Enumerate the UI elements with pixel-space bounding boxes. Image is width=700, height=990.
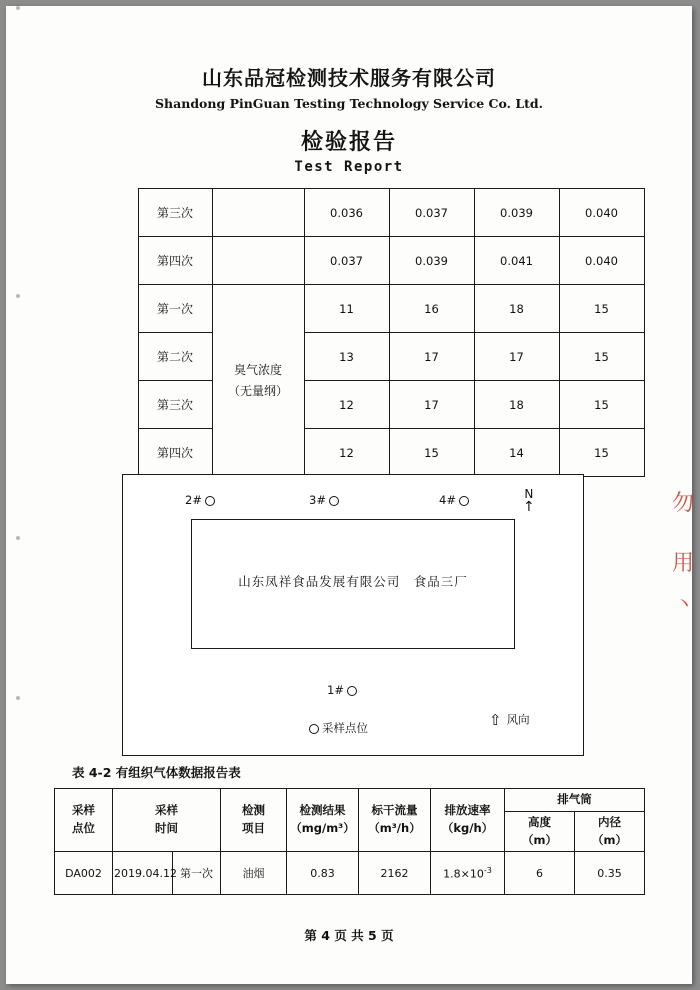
north-label: N <box>524 487 534 501</box>
value-cell: 0.040 <box>559 189 644 237</box>
row-label: 第三次 <box>138 189 212 237</box>
value-cell: 13 <box>304 333 389 381</box>
row-label: 第四次 <box>138 429 212 477</box>
header-sample-time: 采样 时间 <box>113 789 221 852</box>
legend-label: 采样点位 <box>322 721 368 735</box>
sampling-point-1 <box>327 683 357 697</box>
value-cell: 11 <box>304 285 389 333</box>
header-flow: 标干流量 （m³/h） <box>359 789 431 852</box>
value-cell: 0.036 <box>304 189 389 237</box>
header-sample-point: 采样 点位 <box>55 789 113 852</box>
value-cell: 12 <box>304 429 389 477</box>
stamp-mark-icon: 丶 <box>674 592 694 616</box>
rate-exponent: -3 <box>483 866 492 876</box>
value-cell: 0.037 <box>304 237 389 285</box>
value-cell: 15 <box>559 429 644 477</box>
table-row <box>54 285 644 333</box>
margin-dot <box>16 294 20 298</box>
company-name-en: Shandong PinGuan Testing Technology Service Co. Ltd. <box>155 96 543 111</box>
sampling-point-3-label: 3# <box>309 493 326 507</box>
cell-sample-point: DA002 <box>55 852 113 895</box>
margin-dot <box>16 696 20 700</box>
table-row <box>54 429 644 477</box>
value-cell: 15 <box>559 285 644 333</box>
header-stack-height: 高度 （m） <box>505 811 575 852</box>
page-footer: 第 4 页 共 5 页 <box>304 928 394 943</box>
cell-result: 0.83 <box>287 852 359 895</box>
table-caption: 表 4-2 有组织气体数据报告表 <box>72 765 241 780</box>
wind-label: 风向 <box>506 712 530 727</box>
table-row <box>55 852 645 895</box>
company-name-cn: 山东品冠检测技术服务有限公司 <box>202 66 496 90</box>
sampling-site-diagram <box>122 474 584 756</box>
sampling-point-icon <box>205 496 215 506</box>
document-page <box>6 6 692 984</box>
group-label-cell <box>212 285 304 477</box>
value-cell: 12 <box>304 381 389 429</box>
table-row <box>54 333 644 381</box>
north-indicator <box>523 487 535 515</box>
sampling-point-icon <box>309 724 319 734</box>
spacer-cell <box>54 189 138 237</box>
value-cell: 0.039 <box>474 189 559 237</box>
sampling-point-2-label: 2# <box>185 493 202 507</box>
stamp-mark-icon: 勿 <box>671 491 694 516</box>
margin-dot <box>16 536 20 540</box>
cell-stack-height: 6 <box>505 852 575 895</box>
value-cell: 0.039 <box>389 237 474 285</box>
stamp-mark-icon: 用 <box>671 551 694 576</box>
group-cell <box>212 237 304 285</box>
spacer-cell <box>54 333 138 381</box>
sampling-point-icon <box>329 496 339 506</box>
report-title-en: Test Report <box>294 159 404 175</box>
group-label-line1: 臭气浓度 <box>233 363 282 378</box>
row-label: 第四次 <box>138 237 212 285</box>
document-header <box>6 6 692 175</box>
value-cell: 18 <box>474 381 559 429</box>
header-emission-rate: 排放速率 （kg/h） <box>431 789 505 852</box>
header-test-item: 检测 项目 <box>221 789 287 852</box>
cell-stack-diameter: 0.35 <box>575 852 645 895</box>
value-cell: 0.040 <box>559 237 644 285</box>
table-row <box>54 189 644 237</box>
value-cell: 14 <box>474 429 559 477</box>
sampling-point-4-label: 4# <box>439 493 456 507</box>
cell-test-item: 油烟 <box>221 852 287 895</box>
wind-direction-indicator <box>489 711 530 729</box>
spacer-cell <box>54 237 138 285</box>
factory-label: 山东凤祥食品发展有限公司 食品三厂 <box>238 574 468 589</box>
rate-base: 1.8×10 <box>443 867 484 881</box>
sampling-point-2 <box>185 493 215 507</box>
table-header-row <box>55 789 645 812</box>
value-cell: 17 <box>389 381 474 429</box>
value-cell: 0.041 <box>474 237 559 285</box>
value-cell: 16 <box>389 285 474 333</box>
spacer-cell <box>54 285 138 333</box>
factory-outline <box>191 519 515 649</box>
sampling-point-icon <box>347 686 357 696</box>
header-stack: 排气筒 <box>505 789 645 812</box>
value-cell: 17 <box>389 333 474 381</box>
wind-arrow-icon: ⇧ <box>489 711 502 729</box>
spacer-cell <box>54 429 138 477</box>
organized-gas-data-table <box>54 788 645 895</box>
row-label: 第二次 <box>138 333 212 381</box>
diagram-legend <box>309 720 368 736</box>
sampling-point-1-label: 1# <box>327 683 344 697</box>
value-cell: 15 <box>559 333 644 381</box>
row-label: 第一次 <box>138 285 212 333</box>
value-cell: 0.037 <box>389 189 474 237</box>
cell-flow: 2162 <box>359 852 431 895</box>
table-row <box>54 237 644 285</box>
north-arrow-icon: ↑ <box>523 499 535 515</box>
value-cell: 15 <box>389 429 474 477</box>
measurement-table <box>54 188 645 477</box>
sampling-point-icon <box>459 496 469 506</box>
header-stack-diameter: 内径 （m） <box>575 811 645 852</box>
sampling-point-4 <box>439 493 469 507</box>
margin-dot <box>16 6 20 10</box>
sampling-point-3 <box>309 493 339 507</box>
value-cell: 15 <box>559 381 644 429</box>
header-result: 检测结果 （mg/m³） <box>287 789 359 852</box>
report-title-cn: 检验报告 <box>300 129 397 155</box>
table-row <box>54 381 644 429</box>
cell-emission-rate <box>431 852 505 895</box>
value-cell: 18 <box>474 285 559 333</box>
group-cell <box>212 189 304 237</box>
spacer-cell <box>54 381 138 429</box>
group-label-line2: （无量纲） <box>227 383 288 398</box>
cell-sample-date: 2019.04.12 <box>113 852 173 895</box>
row-label: 第三次 <box>138 381 212 429</box>
cell-sample-order: 第一次 <box>173 852 221 895</box>
value-cell: 17 <box>474 333 559 381</box>
